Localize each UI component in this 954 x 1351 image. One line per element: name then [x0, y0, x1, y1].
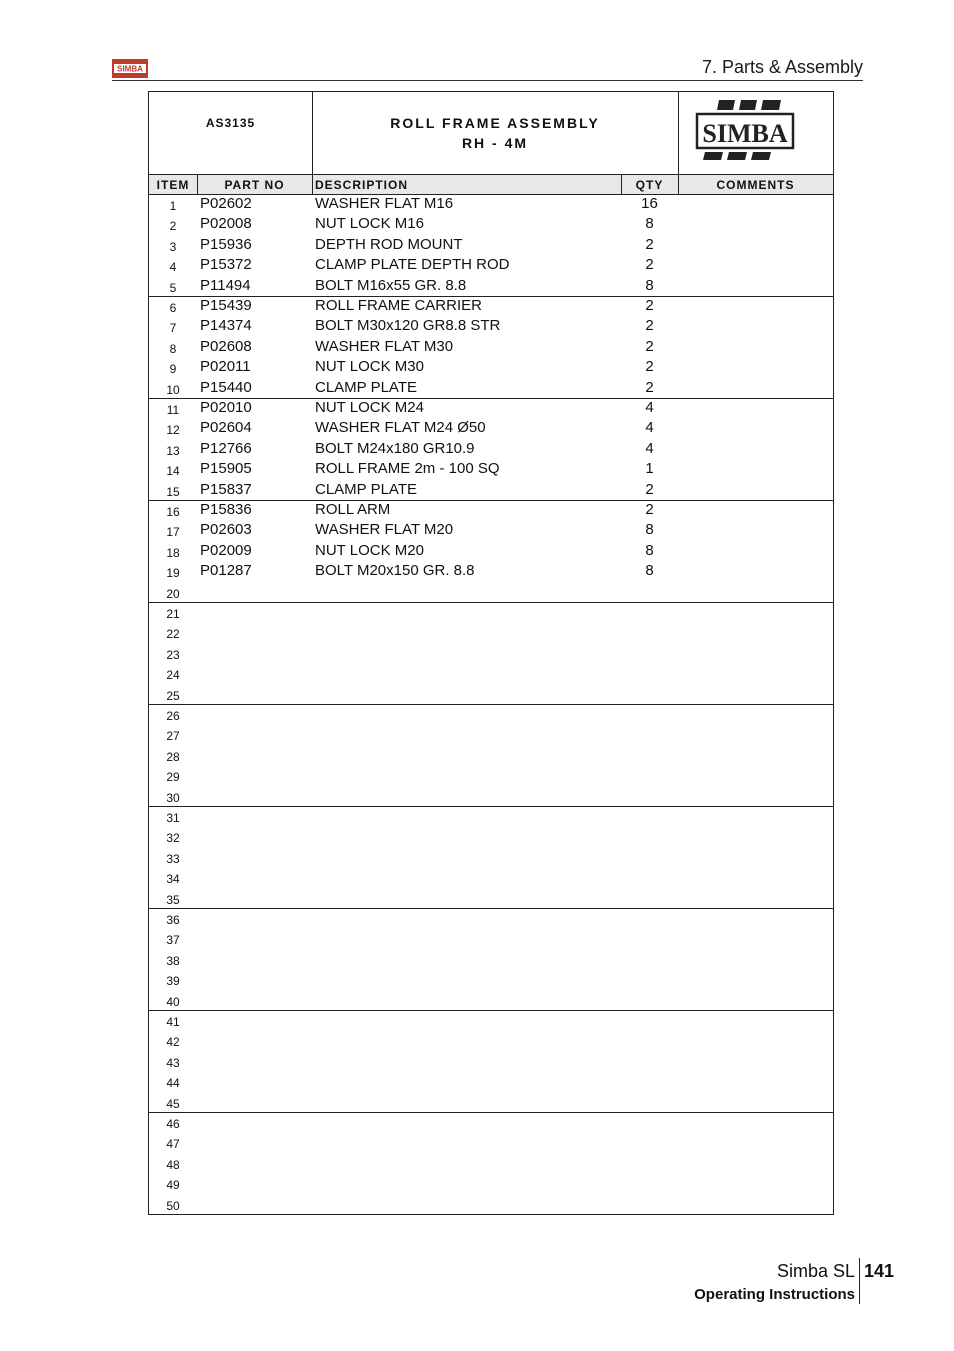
- item-number: 8: [169, 341, 177, 356]
- item-number: 16: [166, 505, 180, 519]
- part-quantity: 2: [645, 317, 654, 335]
- table-row: [149, 276, 833, 296]
- item-number: 15: [166, 484, 180, 499]
- item-number: 39: [166, 974, 180, 989]
- table-header: [149, 174, 833, 195]
- table-row: [149, 765, 833, 785]
- item-number: 25: [166, 688, 180, 703]
- part-quantity: 8: [645, 562, 654, 580]
- item-number: 10: [166, 382, 180, 397]
- item-number: 11: [166, 403, 180, 417]
- table-row: [149, 520, 833, 540]
- item-number: 13: [166, 443, 180, 458]
- part-description: ROLL FRAME 2m - 100 SQ: [315, 460, 500, 478]
- table-row: [149, 643, 833, 663]
- table-row: [149, 439, 833, 459]
- part-number: P02604: [200, 419, 252, 437]
- product-name: Simba SL: [776, 1261, 855, 1281]
- table-row: [149, 724, 833, 744]
- table-row: [149, 255, 833, 275]
- table-row: [149, 357, 833, 377]
- table-row: [149, 949, 833, 969]
- item-number: 19: [166, 566, 180, 581]
- part-quantity: 4: [645, 439, 654, 457]
- assembly-title-line1: ROLL FRAME ASSEMBLY: [390, 115, 600, 131]
- table-row: [149, 582, 833, 602]
- part-number: P02011: [200, 358, 251, 376]
- table-row: [149, 500, 833, 520]
- part-description: ROLL FRAME CARRIER: [315, 297, 482, 314]
- item-number: 6: [169, 301, 177, 315]
- item-number: 1: [169, 199, 177, 213]
- table-row: [149, 235, 833, 255]
- item-number: 4: [169, 260, 177, 275]
- col-item: ITEM: [156, 178, 190, 192]
- part-description: BOLT M16x55 GR. 8.8: [315, 276, 467, 294]
- table-row: [149, 316, 833, 336]
- item-number: 3: [169, 239, 177, 254]
- table-row: [149, 194, 833, 214]
- assembly-title: [312, 113, 678, 153]
- part-description: WASHER FLAT M24 Ø50: [315, 419, 486, 437]
- part-quantity: 2: [645, 337, 654, 355]
- part-number: P12766: [200, 439, 252, 457]
- table-row: [149, 459, 833, 479]
- header-divider-item: [197, 174, 198, 194]
- header-divider-part: [312, 174, 313, 194]
- page-number: 141: [864, 1261, 895, 1281]
- table-row: [149, 928, 833, 948]
- part-quantity: 2: [645, 378, 654, 396]
- col-part-no: PART NO: [224, 178, 285, 192]
- part-number: P15440: [200, 378, 252, 396]
- part-number: P15836: [200, 501, 252, 518]
- part-quantity: 8: [645, 521, 654, 539]
- part-description: CLAMP PLATE: [315, 378, 417, 396]
- table-row: [149, 867, 833, 887]
- part-number: P15372: [200, 256, 252, 274]
- item-number: 17: [166, 525, 180, 540]
- item-number: 40: [166, 994, 180, 1009]
- item-number: 27: [166, 729, 180, 744]
- table-row: [149, 296, 833, 316]
- part-description: BOLT M20x150 GR. 8.8: [315, 562, 475, 580]
- part-description: DEPTH ROD MOUNT: [315, 235, 463, 253]
- item-number: 31: [166, 811, 180, 825]
- part-number: P02603: [200, 521, 252, 539]
- item-number: 49: [166, 1178, 180, 1193]
- table-row: [149, 663, 833, 683]
- item-number: 12: [166, 423, 180, 438]
- table-row: [149, 745, 833, 765]
- part-number: P01287: [200, 562, 252, 580]
- part-quantity: 2: [645, 358, 654, 376]
- header-divider: [112, 80, 863, 81]
- item-number: 36: [166, 913, 180, 927]
- item-number: 50: [166, 1198, 180, 1213]
- part-description: NUT LOCK M24: [315, 399, 424, 416]
- item-number: 42: [166, 1035, 180, 1050]
- part-description: WASHER FLAT M30: [315, 337, 454, 355]
- part-quantity: 4: [645, 399, 654, 416]
- table-row: [149, 1132, 833, 1152]
- part-description: NUT LOCK M30: [315, 358, 424, 376]
- assembly-title-line2: RH - 4M: [461, 135, 529, 151]
- table-row: [149, 1173, 833, 1193]
- table-row: [149, 1112, 833, 1132]
- part-quantity: 2: [645, 256, 654, 274]
- part-number: P15905: [200, 460, 252, 478]
- part-number: P02602: [200, 195, 252, 212]
- part-quantity: 8: [645, 215, 654, 233]
- item-number: 33: [166, 851, 180, 866]
- part-description: ROLL ARM: [315, 501, 391, 518]
- part-number: P02010: [200, 399, 252, 416]
- assembly-ref: AS3135: [205, 116, 256, 130]
- table-row: [149, 398, 833, 418]
- part-number: P02008: [200, 215, 252, 233]
- part-description: NUT LOCK M16: [315, 215, 424, 233]
- table-row: [149, 622, 833, 642]
- table-row: [149, 1194, 833, 1214]
- part-quantity: 2: [645, 235, 654, 253]
- item-number: 18: [166, 545, 180, 560]
- table-row: [149, 1051, 833, 1071]
- table-row: [149, 337, 833, 357]
- part-description: BOLT M30x120 GR8.8 STR: [315, 317, 501, 335]
- col-description: DESCRIPTION: [315, 178, 409, 192]
- part-description: CLAMP PLATE DEPTH ROD: [315, 256, 510, 274]
- item-number: 14: [166, 464, 180, 479]
- item-number: 41: [166, 1015, 180, 1029]
- table-row: [149, 1030, 833, 1050]
- part-quantity: 1: [645, 460, 654, 478]
- part-description: NUT LOCK M20: [315, 541, 424, 559]
- section-title: 7. Parts & Assembly: [701, 57, 863, 77]
- table-row: [149, 684, 833, 704]
- table-row: [149, 541, 833, 561]
- part-quantity: 4: [645, 419, 654, 437]
- table-row: [149, 704, 833, 724]
- item-number: 9: [169, 362, 177, 377]
- table-row: [149, 990, 833, 1010]
- item-number: 44: [166, 1076, 180, 1091]
- part-quantity: 2: [645, 501, 654, 518]
- table-row: [149, 888, 833, 908]
- parts-list-sheet: [148, 91, 834, 1215]
- title-divider-right: [678, 92, 679, 174]
- item-number: 28: [166, 749, 180, 764]
- table-row: [149, 480, 833, 500]
- table-row: [149, 1092, 833, 1112]
- item-number: 24: [166, 668, 180, 683]
- simba-logo: [695, 98, 795, 162]
- item-number: 45: [166, 1096, 180, 1111]
- table-row: [149, 786, 833, 806]
- header-divider-desc: [621, 174, 622, 194]
- svg-text:SIMBA: SIMBA: [702, 119, 788, 148]
- part-number: P15439: [200, 297, 252, 314]
- item-number: 5: [169, 280, 177, 295]
- part-quantity: 16: [641, 195, 658, 212]
- item-number: 30: [166, 790, 180, 805]
- part-description: WASHER FLAT M16: [315, 195, 454, 212]
- part-number: P02009: [200, 541, 252, 559]
- item-number: 22: [166, 627, 180, 642]
- table-row: [149, 908, 833, 928]
- part-quantity: 8: [645, 541, 654, 559]
- table-row: [149, 826, 833, 846]
- part-number: P15837: [200, 480, 252, 498]
- item-number: 37: [166, 933, 180, 948]
- item-number: 38: [166, 953, 180, 968]
- doc-subtitle: Operating Instructions: [694, 1286, 855, 1303]
- part-number: P11494: [200, 276, 251, 294]
- part-description: BOLT M24x180 GR10.9: [315, 439, 475, 457]
- header-simba-logo: [112, 59, 148, 78]
- footer-divider: [859, 1258, 860, 1304]
- table-row: [149, 806, 833, 826]
- table-row: [149, 214, 833, 234]
- part-quantity: 2: [645, 297, 654, 314]
- col-comments: COMMENTS: [716, 178, 795, 192]
- part-description: CLAMP PLATE: [315, 480, 417, 498]
- table-row: [149, 969, 833, 989]
- table-row: [149, 847, 833, 867]
- col-qty: QTY: [635, 178, 664, 192]
- item-number: 43: [166, 1055, 180, 1070]
- table-row: [149, 378, 833, 398]
- item-number: 35: [166, 892, 180, 907]
- item-number: 32: [166, 831, 180, 846]
- item-number: 48: [166, 1157, 180, 1172]
- item-number: 20: [166, 586, 180, 601]
- part-number: P15936: [200, 235, 252, 253]
- item-number: 46: [166, 1117, 180, 1131]
- item-number: 2: [169, 219, 177, 234]
- part-quantity: 8: [645, 276, 654, 294]
- item-number: 26: [166, 709, 180, 723]
- header-divider-qty: [678, 174, 679, 194]
- part-quantity: 2: [645, 480, 654, 498]
- item-number: 47: [166, 1137, 180, 1152]
- item-number: 7: [169, 321, 177, 336]
- part-description: WASHER FLAT M20: [315, 521, 454, 539]
- table-row: [149, 1010, 833, 1030]
- table-row: [149, 1153, 833, 1173]
- item-number: 29: [166, 770, 180, 785]
- table-row: [149, 1071, 833, 1091]
- part-number: P02608: [200, 337, 252, 355]
- table-row: [149, 602, 833, 622]
- part-number: P14374: [200, 317, 252, 335]
- table-row: [149, 418, 833, 438]
- item-number: 21: [166, 607, 180, 621]
- table-row: [149, 561, 833, 581]
- item-number: 34: [166, 872, 180, 887]
- item-number: 23: [166, 647, 180, 662]
- svg-text:SIMBA: SIMBA: [117, 64, 143, 74]
